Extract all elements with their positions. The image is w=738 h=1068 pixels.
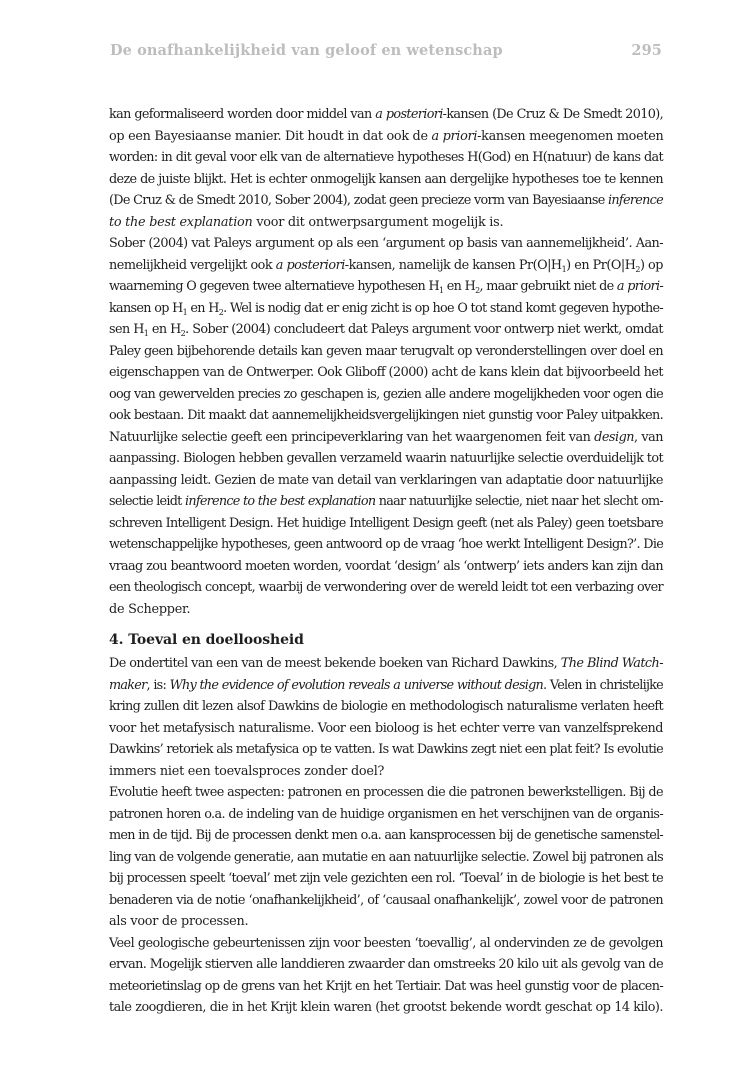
text-line: ook bestaan. Dit maakt dat aannemelijkheidsvergelijkingen niet gunstig voor Paley uitpakken. (109, 408, 663, 423)
text-line: sen $H_1$ en $H_2$. Sober (2004) concludeert dat Paleys argument voor ontwerp niet werkt, omdat (109, 322, 663, 338)
paragraph (109, 933, 663, 1019)
text-line: men in de tijd. Bij de processen denkt men o.a. aan kansprocessen bij de genetische samenstel- (109, 828, 663, 843)
text-line: benaderen via de notie ‘onafhankelijkheid’, of ‘causaal onafhankelijk’, zowel voor de patronen (109, 892, 663, 908)
text-line: aanpassing. Biologen hebben gevallen verzameld waarin natuurlijke selectie overduidelijk tot (109, 451, 663, 466)
text-line: schreven Intelligent Design. Het huidige Intelligent Design geeft (net als Paley) geen toetsbare (109, 515, 663, 531)
text-line: deze de juiste blijkt. Het is echter onmogelijk kansen aan dergelijke hypotheses toe te kennen (109, 171, 663, 187)
text-line: tale zoogdieren, die in het Krijt klein waren (het grootst bekende wordt geschat op 14 kilo). (109, 1000, 663, 1015)
text-line: aanpassing leidt. Gezien de mate van detail van verklaringen van adaptatie door natuurlijke (109, 472, 663, 488)
text-line: De ondertitel van een van de meest bekende boeken van Richard Dawkins, The Blind Watch- (109, 656, 663, 671)
text-line: Dawkins’ retoriek als metafysica op te vatten. Is wat Dawkins zegt niet een plat feit? Is evolutie (109, 742, 663, 757)
paragraph (109, 104, 663, 233)
paragraph (109, 782, 663, 933)
text-line: to the best explanation voor dit ontwerpsargument mogelijk is. (109, 214, 504, 230)
text-line: Natuurlijke selectie geeft een principeverklaring van het waargenomen feit van design, van (109, 429, 663, 445)
text-line: oog van gewervelden precies zo geschapen is, gezien alle andere mogelijkheden voor ogen die (109, 386, 663, 402)
text-line: kansen op $H_1$ en $H_2$. Wel is nodig dat er enig zicht is op hoe O tot stand komt gegeven hypothe- (109, 300, 663, 317)
text-line: de Schepper. (109, 601, 191, 617)
text-line: kring zullen dit lezen alsof Dawkins de biologie en methodologisch naturalisme verlaten heeft (109, 699, 663, 714)
text-line: een theologisch concept, waarbij de verwondering over de wereld leidt tot een verbazing over (109, 580, 663, 595)
text-line: Evolutie heeft twee aspecten: patronen en processen die die patronen bewerkstelligen. Bij de (109, 785, 663, 800)
text-line: wetenschappelijke hypotheses, geen antwoord op de vraag ‘hoe werkt Intelligent Design?’. Die (109, 537, 664, 552)
text-line: Paley geen bijbehorende details kan geven maar terugvalt op veronderstellingen over doel en (109, 343, 663, 359)
text-line: waarneming O gegeven twee alternatieve hypothesen $H_1$ en $H_2$, maar gebruikt niet de a priori- (109, 279, 663, 295)
paragraph (109, 233, 663, 620)
text-line: ervan. Mogelijk stierven alle landdieren zwaarder dan omstreeks 20 kilo uit als gevolg van de (109, 957, 664, 972)
running-title: De onafhankelijkheid van geloof en wetenschap (110, 42, 503, 59)
page-number: 295 (631, 42, 662, 59)
text-line: meteorietinslag op de grens van het Krijt en het Tertiair. Dat was heel gunstig voor de placen- (109, 978, 663, 994)
text-line: voor het metafysisch naturalisme. Voor een bioloog is het echter verre van vanzelfsprekend (109, 720, 663, 736)
body-text (109, 104, 663, 1019)
text-line: Sober (2004) vat Paleys argument op als een ‘argument op basis van aannemelijkheid’. Aan- (109, 236, 663, 251)
text-line: eigenschappen van de Ontwerper. Ook Gliboff (2000) acht de kans klein dat bijvoorbeeld het (109, 365, 663, 380)
text-line: nemelijkheid vergelijkt ook a posteriori-kansen, namelijk de kansen $Pr(O|H_1)$ en $Pr(O|H_2)$ op (109, 257, 663, 274)
text-line: maker, is: Why the evidence of evolution reveals a universe without design. Velen in christelijke (109, 677, 663, 693)
paragraph (109, 653, 663, 782)
text-line: op een Bayesiaanse manier. Dit houdt in dat ook de a priori-kansen meegenomen moeten (109, 128, 664, 144)
section-heading: 4. Toeval en doelloosheid (109, 632, 304, 648)
text-line: immers niet een toevalsproces zonder doel? (109, 763, 385, 779)
text-line: bij processen speelt ‘toeval’ met zijn vele gezichten een rol. ‘Toeval’ in de biologie is het best te (109, 871, 663, 886)
text-line: patronen horen o.a. de indeling van de huidige organismen en het verschijnen van de organis- (109, 806, 663, 822)
text-line: ling van de volgende generatie, aan mutatie en aan natuurlijke selectie. Zowel bij patronen als (109, 849, 664, 865)
text-line: Veel geologische gebeurtenissen zijn voor beesten ‘toevallig’, al ondervinden ze de gevolgen (109, 935, 663, 951)
running-header (110, 42, 662, 62)
text-line: kan geformaliseerd worden door middel van a posteriori-kansen (De Cruz & De Smedt 2010), (109, 107, 663, 122)
text-line: selectie leidt inference to the best explanation naar natuurlijke selectie, niet naar het slecht om- (109, 494, 663, 509)
text-line: vraag zou beantwoord moeten worden, voordat ‘design’ als ‘ontwerp’ iets anders kan zijn dan (109, 558, 663, 574)
text-line: worden: in dit geval voor elk van de alternatieve hypotheses H(God) en H(natuur) de kans dat (109, 150, 663, 165)
text-line: (De Cruz & de Smedt 2010, Sober 2004), zodat geen precieze vorm van Bayesiaanse inference (109, 193, 663, 208)
text-line: als voor de processen. (109, 914, 249, 929)
